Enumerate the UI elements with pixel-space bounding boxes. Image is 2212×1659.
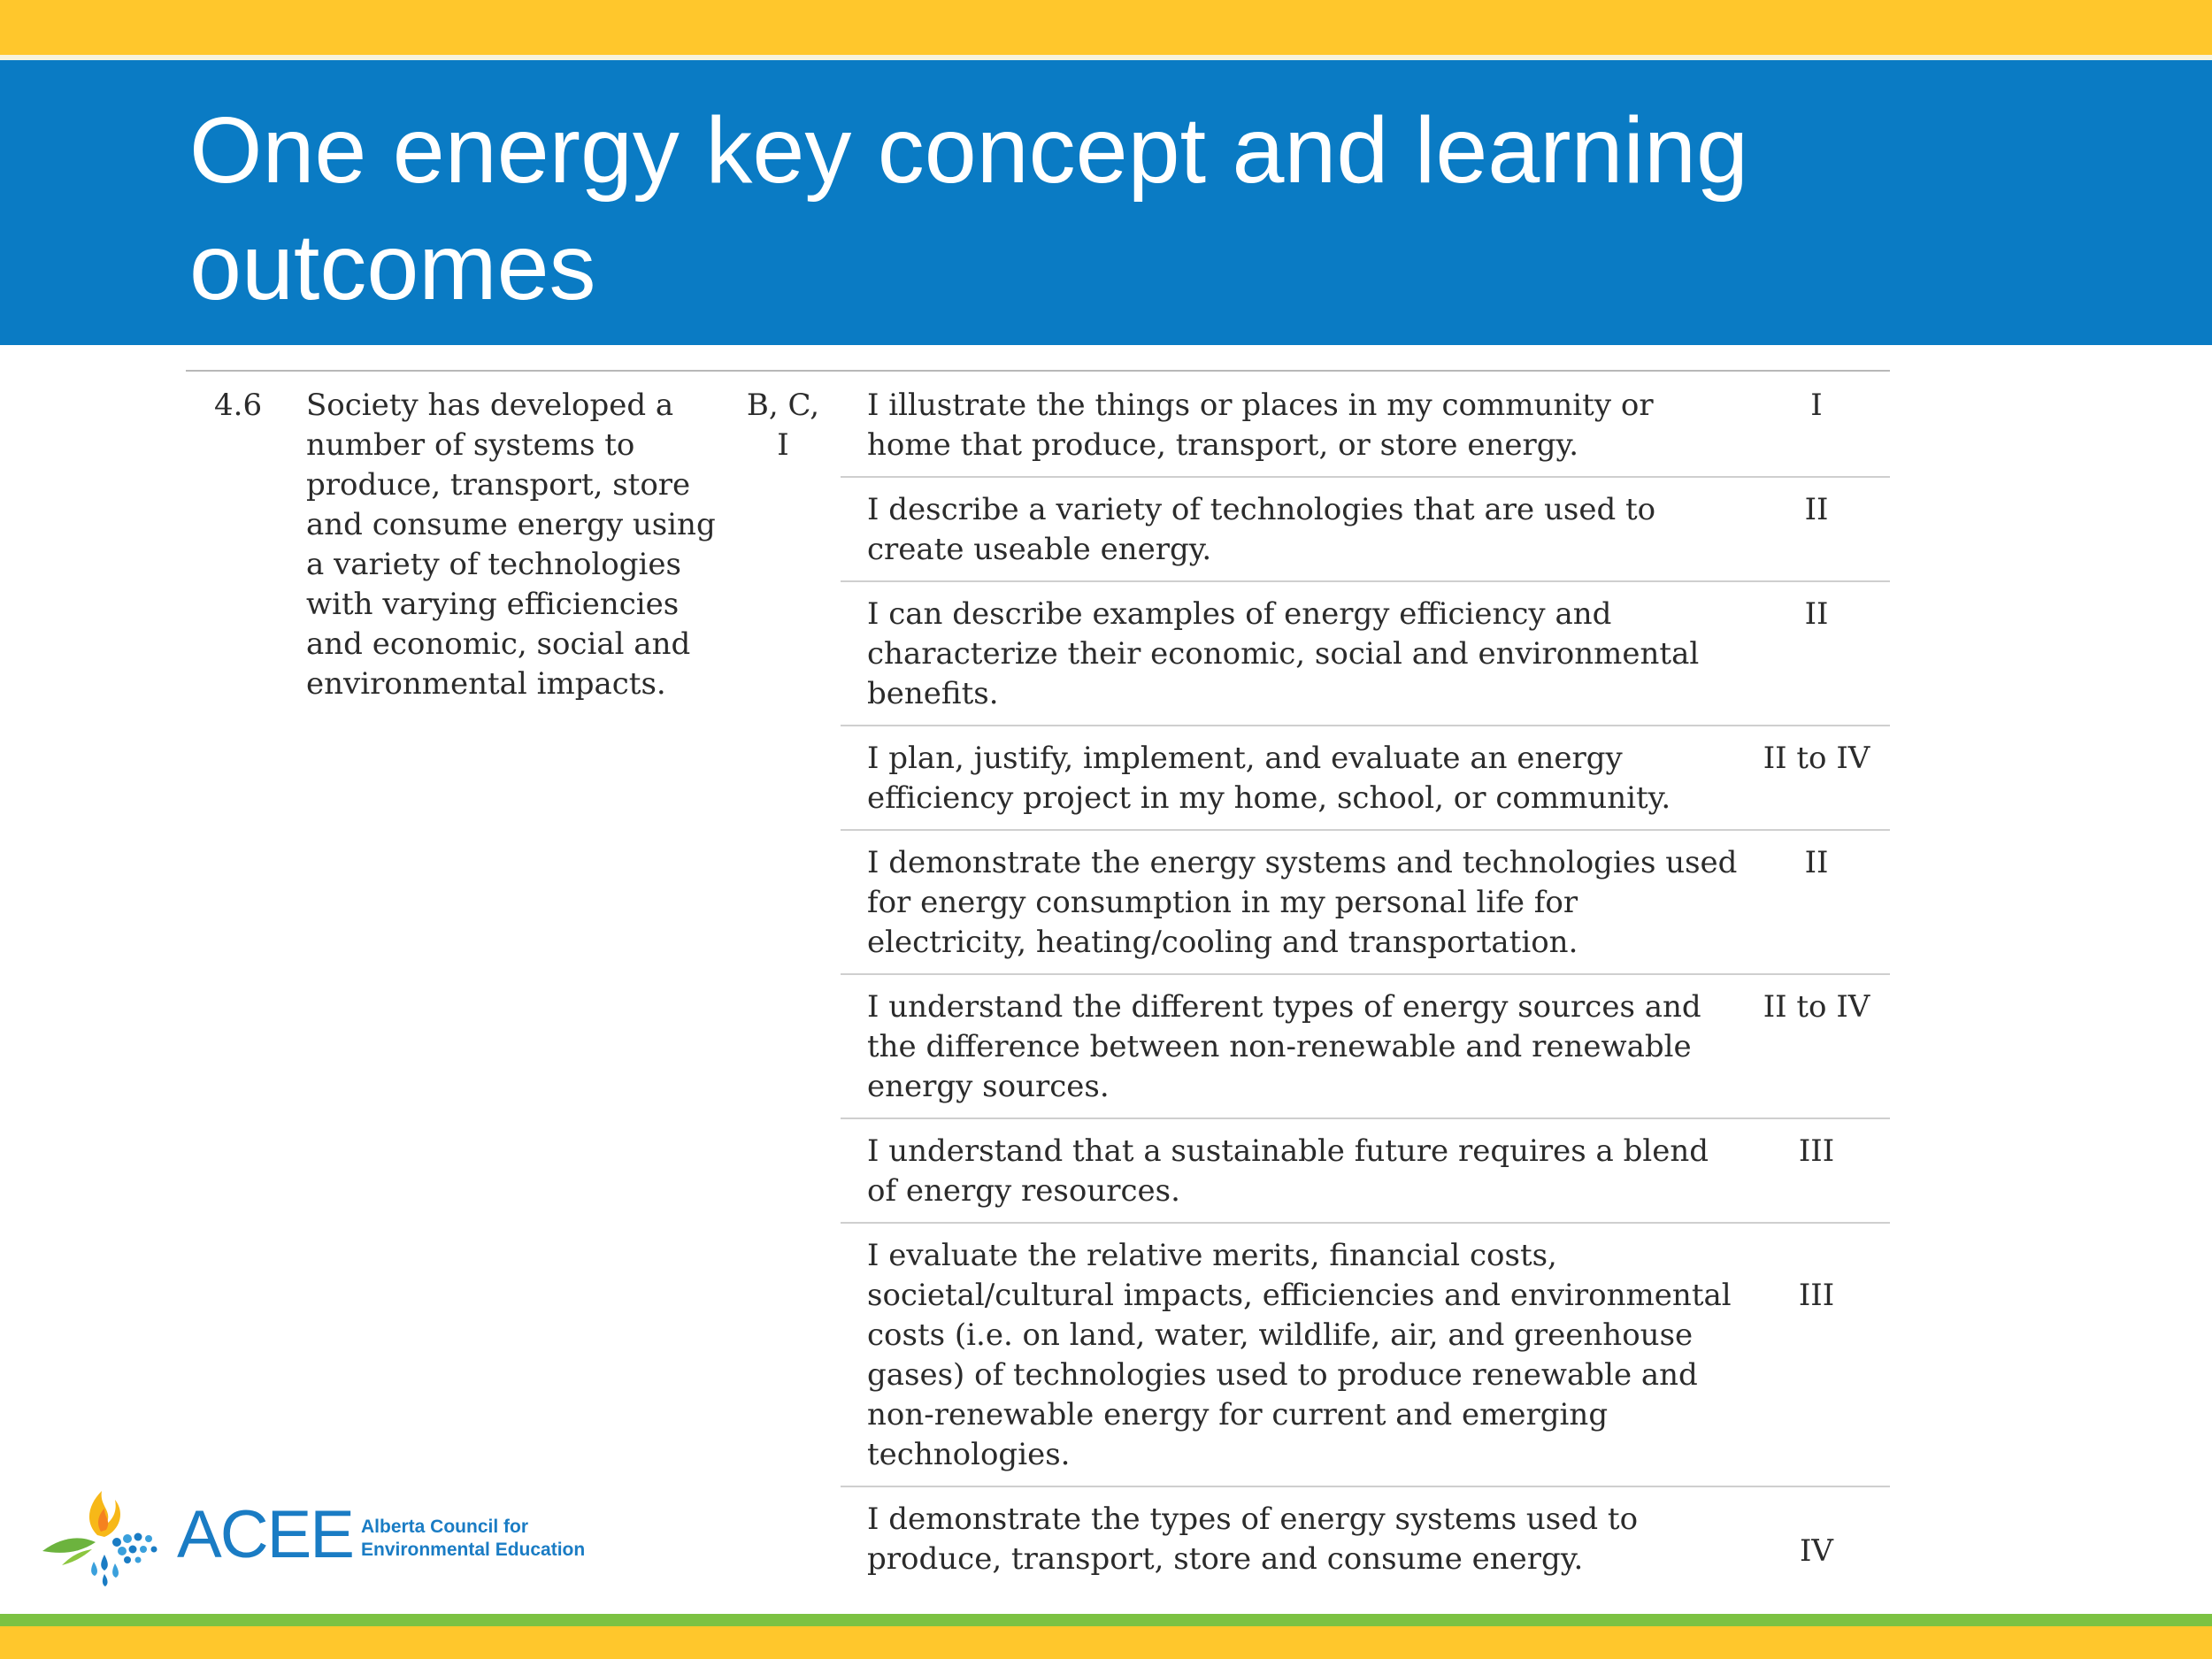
logo-acronym: ACEE bbox=[177, 1497, 353, 1572]
outcome-row bbox=[841, 726, 1890, 831]
outcome-text: I understand the different types of energy sources and the difference between non-renewable and renewable energy sources. bbox=[867, 989, 1701, 1104]
slide-title: One energy key concept and learning outcomes bbox=[189, 98, 1748, 319]
outcome-row bbox=[841, 582, 1890, 726]
outcome-level: II bbox=[1804, 845, 1829, 880]
outcome-row bbox=[841, 373, 1890, 478]
outcome-level: III bbox=[1798, 1133, 1835, 1169]
acee-logo bbox=[35, 1473, 602, 1597]
logo-name-line1: Alberta Council for bbox=[361, 1517, 529, 1537]
outcome-row bbox=[841, 478, 1890, 582]
logo-name-line2: Environmental Education bbox=[361, 1540, 586, 1560]
outcome-text: I illustrate the things or places in my community or home that produce, transport, or store energy. bbox=[867, 388, 1654, 463]
outcome-level: II to IV bbox=[1763, 741, 1870, 776]
outcome-text: I describe a variety of technologies that are used to create useable energy. bbox=[867, 492, 1656, 567]
outcome-row bbox=[841, 831, 1890, 975]
concept-description: Society has developed a number of systems to produce, transport, store and consume energy using a variety of technologies with varying efficiencies and economic, social and environmental impacts. bbox=[306, 388, 716, 702]
outcome-level: I bbox=[1810, 388, 1823, 423]
outcome-text: I plan, justify, implement, and evaluate an energy efficiency project in my home, school, or community. bbox=[867, 741, 1671, 816]
top-yellow-stripe bbox=[0, 0, 2212, 55]
outcome-text: I can describe examples of energy efficiency and characterize their economic, social and environmental benefits. bbox=[867, 596, 1700, 711]
concept-codes: B, C, I bbox=[746, 388, 820, 463]
outcome-row bbox=[841, 1224, 1890, 1487]
bottom-yellow-stripe bbox=[0, 1626, 2212, 1659]
concept-number: 4.6 bbox=[214, 388, 263, 423]
bottom-green-stripe bbox=[0, 1614, 2212, 1626]
outcome-level: III bbox=[1798, 1278, 1835, 1313]
outcome-row bbox=[841, 1487, 1890, 1590]
logo-full-name bbox=[361, 1516, 609, 1562]
outcome-level: II bbox=[1804, 492, 1829, 527]
outcome-row bbox=[841, 1119, 1890, 1224]
acee-emblem-icon bbox=[35, 1473, 168, 1597]
outcome-text: I demonstrate the types of energy systems used to produce, transport, store and consume energy. bbox=[867, 1502, 1639, 1577]
outcomes-list bbox=[841, 373, 1890, 1590]
outcome-level: IV bbox=[1800, 1533, 1833, 1569]
table-top-rule bbox=[186, 370, 1890, 372]
outcome-text: I demonstrate the energy systems and technologies used for energy consumption in my personal life for electricity, heating/cooling and transportation. bbox=[867, 845, 1738, 960]
outcome-level: II to IV bbox=[1763, 989, 1870, 1025]
outcome-text: I evaluate the relative merits, financial costs, societal/cultural impacts, efficiencies and environmental costs (i.e. on land, water, wildlife, air, and greenhouse gases) of technologies used to produce renewable and non-renewable energy for current and emerging technologies. bbox=[867, 1238, 1732, 1472]
outcome-text: I understand that a sustainable future requires a blend of energy resources. bbox=[867, 1133, 1709, 1209]
outcome-level: II bbox=[1804, 596, 1829, 632]
outcome-row bbox=[841, 975, 1890, 1119]
